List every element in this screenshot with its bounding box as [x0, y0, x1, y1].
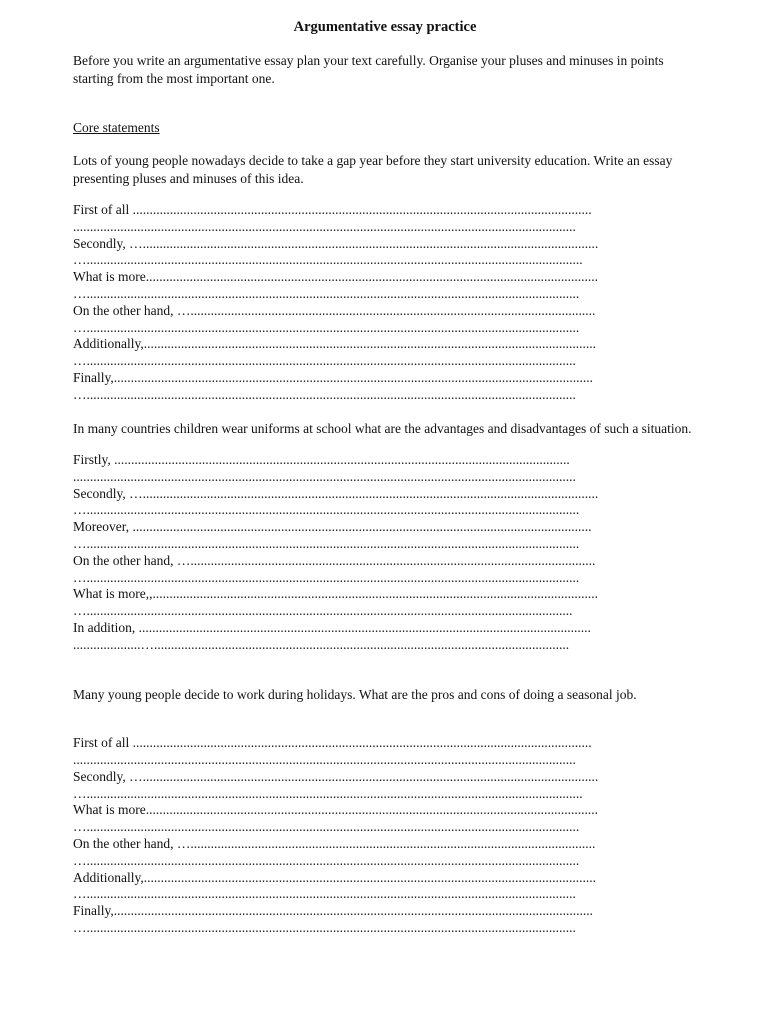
answer-line: What is more......................................................................................................................................: [73, 269, 598, 285]
section-heading: Core statements: [73, 120, 160, 135]
answer-line: On the other hand, …........................................................................................................................: [73, 552, 596, 568]
answer-line: …..................................................................................................................................................: [73, 502, 580, 518]
answer-line: Moreover, ........................................................................................................................................: [73, 519, 592, 535]
answer-line: .....................................................................................................................................................: [73, 218, 576, 234]
answer-line: ….................................................................................................................................................: [73, 386, 576, 402]
answer-line: ....................…...........................................................................................................................: [73, 636, 570, 652]
answer-line: What is more,,....................................................................................................................................: [73, 586, 598, 602]
task-3-answer-lines: [73, 735, 697, 937]
worksheet-page: [73, 19, 697, 937]
answer-line: .....................................................................................................................................................: [73, 468, 576, 484]
task-1-prompt: Lots of young people nowadays decide to take a gap year before they start university education. Write an essay presenting pluses and minuses of this idea.: [73, 153, 673, 186]
answer-line: …..................................................................................................................................................: [73, 285, 580, 301]
answer-line: …..................................................................................................................................................: [73, 819, 580, 835]
answer-line: …..................................................................................................................................................: [73, 536, 580, 552]
answer-line: Additionally,......................................................................................................................................: [73, 869, 596, 885]
answer-line: ….................................................................................................................................................: [73, 919, 576, 935]
answer-line: Finally,..............................................................................................................................................: [73, 369, 594, 385]
task-3: [73, 686, 697, 937]
answer-line: …..................................................................................................................................................: [73, 852, 580, 868]
task-1-answer-lines: [73, 202, 697, 404]
answer-line: Finally,..............................................................................................................................................: [73, 903, 594, 919]
answer-line: Secondly, ….......................................................................................................................................: [73, 235, 599, 251]
task-2-prompt: In many countries children wear uniforms at school what are the advantages and disadvantages of such a situation.: [73, 420, 692, 436]
answer-line: ….................................................................................................................................................: [73, 353, 576, 369]
answer-line: .....................................................................................................................................................: [73, 751, 576, 767]
answer-line: …...................................................................................................................................................: [73, 252, 583, 268]
answer-line: On the other hand, …........................................................................................................................: [73, 835, 596, 851]
spacer: [73, 654, 697, 686]
task-2-answer-lines: [73, 452, 697, 654]
answer-line: On the other hand, …........................................................................................................................: [73, 302, 596, 318]
task-2: [73, 420, 697, 654]
answer-line: Secondly, ….......................................................................................................................................: [73, 485, 599, 501]
task-1: [73, 152, 697, 404]
answer-line: What is more......................................................................................................................................: [73, 802, 598, 818]
answer-line: …..................................................................................................................................................: [73, 319, 580, 335]
answer-line: Additionally,......................................................................................................................................: [73, 336, 596, 352]
answer-line: In addition, ......................................................................................................................................: [73, 620, 591, 636]
answer-line: First of all ........................................................................................................................................: [73, 202, 592, 217]
task-3-prompt: Many young people decide to work during holidays. What are the pros and cons of doing a seasonal job.: [73, 686, 637, 702]
answer-line: Secondly, ….......................................................................................................................................: [73, 768, 599, 784]
answer-line: Firstly, .......................................................................................................................................: [73, 452, 570, 468]
answer-line: …................................................................................................................................................: [73, 603, 573, 619]
answer-line: ….................................................................................................................................................: [73, 886, 576, 902]
answer-line: …...................................................................................................................................................: [73, 785, 583, 801]
answer-line: First of all ........................................................................................................................................: [73, 735, 592, 751]
page-title: Argumentative essay practice: [293, 19, 477, 35]
answer-line: …..................................................................................................................................................: [73, 569, 580, 585]
spacer: [73, 404, 697, 420]
intro-paragraph: Before you write an argumentative essay plan your text carefully. Organise your pluses and minuses in points starting from the most important one.: [73, 53, 664, 86]
